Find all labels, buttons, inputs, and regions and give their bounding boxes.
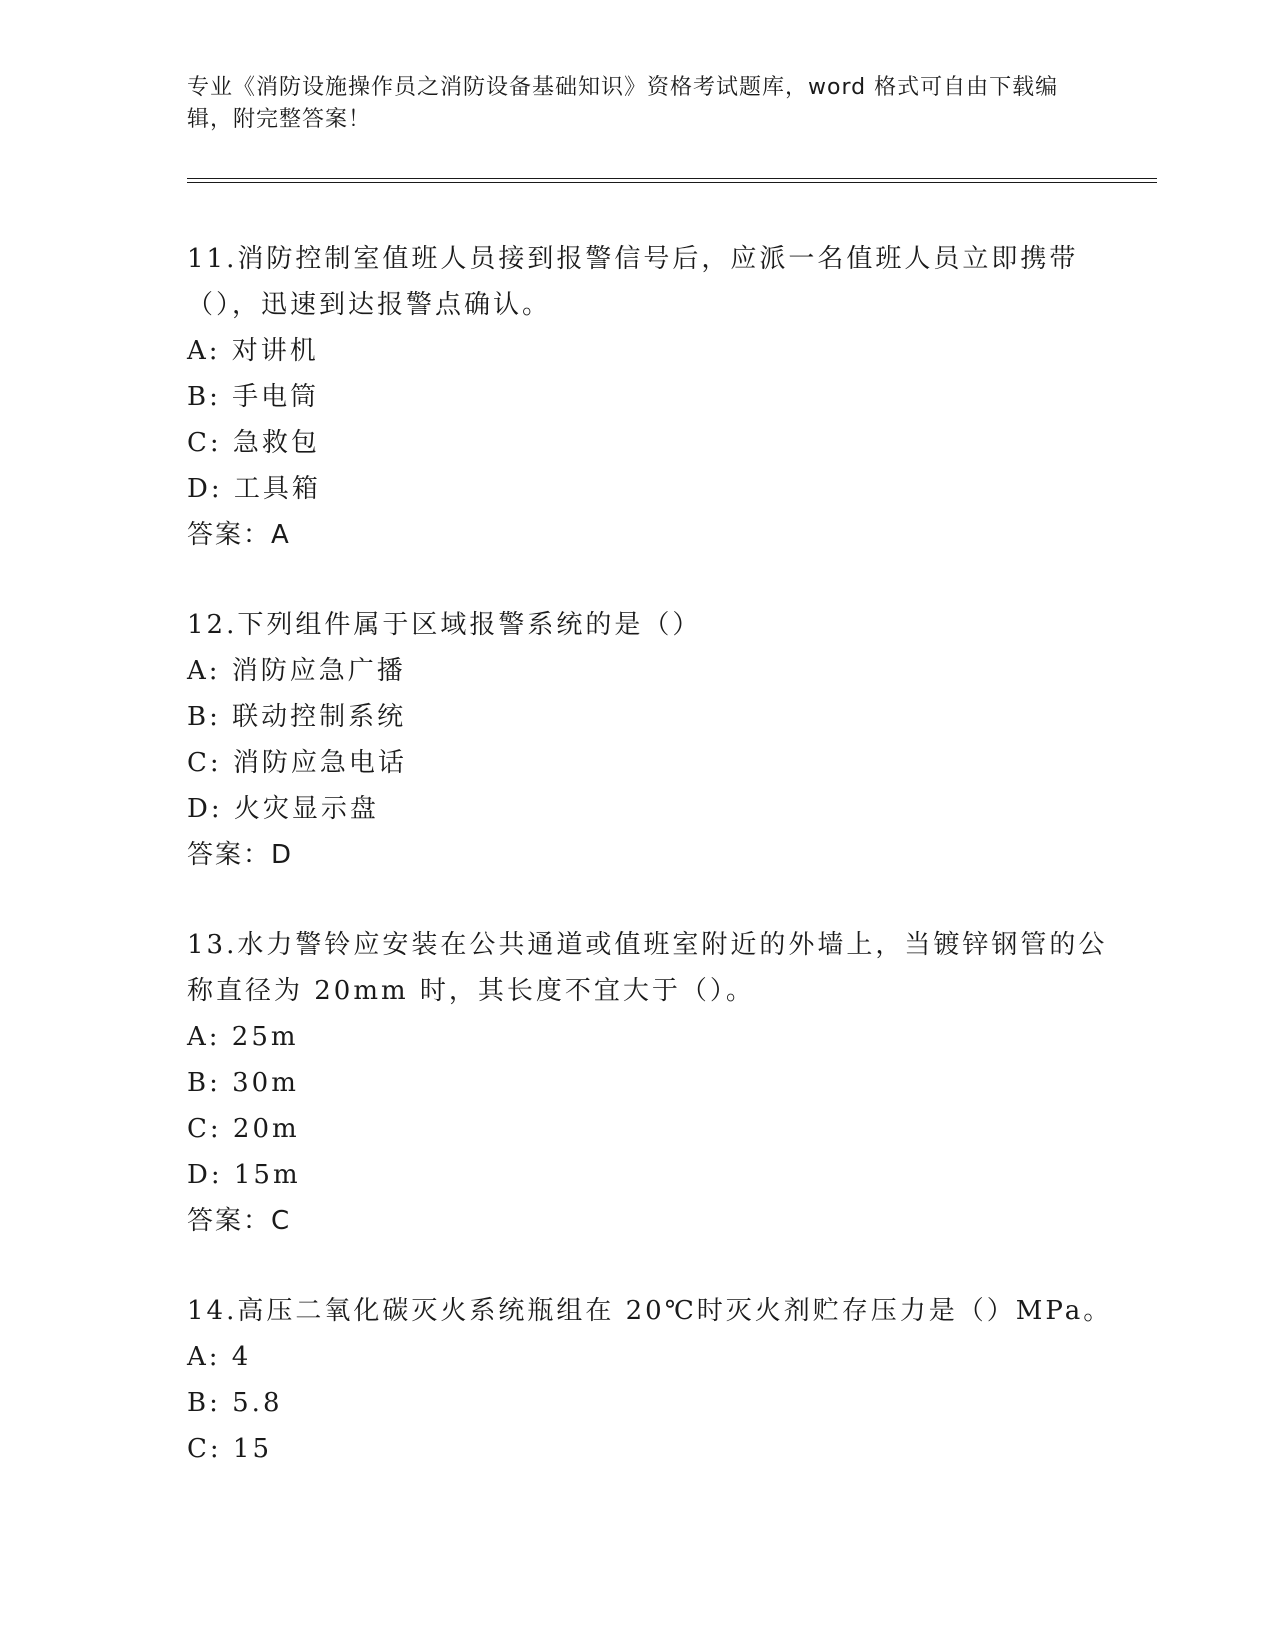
option-b: B: 联动控制系统 (187, 702, 407, 732)
option-a: A: 消防应急广播 (187, 656, 406, 686)
question-stem: 12.下列组件属于区域报警系统的是（） (187, 610, 702, 640)
header-divider-bottom (187, 182, 1157, 183)
question-14 (187, 1288, 1127, 1472)
question-list (187, 236, 1127, 1516)
question-12 (187, 602, 1127, 878)
option-d: D: 火灾显示盘 (187, 794, 379, 824)
document-header: 专业《消防设施操作员之消防设备基础知识》资格考试题库，word 格式可自由下载编辑，附完整答案！ (187, 75, 1059, 132)
header-divider-top (187, 178, 1157, 179)
option-c: C: 消防应急电话 (187, 748, 407, 778)
option-a: A: 4 (187, 1342, 252, 1372)
question-stem: 13.水力警铃应安装在公共通道或值班室附近的外墙上，当镀锌钢管的公称直径为 20mm 时，其长度不宜大于（）。 (187, 930, 1108, 1006)
option-b: B: 5.8 (187, 1388, 283, 1418)
option-a: A: 对讲机 (187, 336, 319, 366)
question-stem: 14.高压二氧化碳灭火系统瓶组在 20℃时灭火剂贮存压力是（）MPa。 (187, 1296, 1113, 1326)
option-c: C: 20m (187, 1114, 300, 1144)
option-b: B: 30m (187, 1068, 299, 1098)
option-d: D: 15m (187, 1160, 301, 1190)
question-11 (187, 236, 1127, 558)
option-c: C: 急救包 (187, 428, 320, 458)
answer-label: 答案：D (187, 840, 294, 870)
question-stem: 11.消防控制室值班人员接到报警信号后，应派一名值班人员立即携带（），迅速到达报警点确认。 (187, 244, 1079, 320)
option-d: D: 工具箱 (187, 474, 321, 504)
answer-label: 答案：C (187, 1206, 292, 1236)
option-c: C: 15 (187, 1434, 273, 1464)
option-b: B: 手电筒 (187, 382, 320, 412)
answer-label: 答案：A (187, 520, 291, 550)
option-a: A: 25m (187, 1022, 299, 1052)
question-13 (187, 922, 1127, 1244)
